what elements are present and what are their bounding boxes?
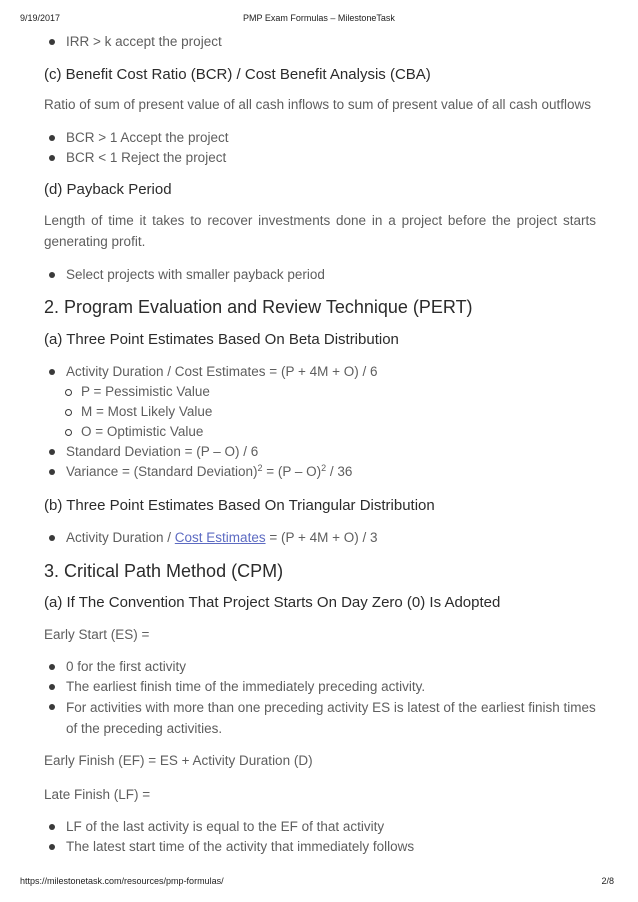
list-item: Standard Deviation = (P – O) / 6	[44, 442, 596, 462]
page-number: 2/8	[601, 876, 614, 886]
print-date: 9/19/2017	[20, 13, 61, 23]
payback-description: Length of time it takes to recover investments done in a project before the project starts generating profit.	[44, 213, 596, 249]
late-finish-list	[44, 817, 596, 857]
list-item: BCR > 1 Accept the project	[44, 128, 596, 148]
variance-text: / 36	[326, 464, 353, 479]
cpm-subheading: (a) If The Convention That Project Starts On Day Zero (0) Is Adopted	[44, 594, 501, 611]
list-item: Activity Duration / Cost Estimates = (P + 4M + O) / 6	[44, 362, 596, 382]
bcr-list	[44, 128, 596, 168]
payback-list	[44, 265, 596, 285]
beta-heading: (a) Three Point Estimates Based On Beta Distribution	[44, 331, 399, 348]
bcr-description: Ratio of sum of present value of all cash inflows to sum of present value of all cash outflows	[44, 97, 592, 112]
list-item: Select projects with smaller payback period	[44, 265, 596, 285]
superscript: 2	[257, 463, 263, 473]
variance-text: = (P – O)	[262, 464, 322, 479]
list-item	[44, 528, 596, 548]
list-subitem: O = Optimistic Value	[44, 422, 596, 442]
triangular-heading: (b) Three Point Estimates Based On Triangular Distribution	[44, 497, 435, 514]
variance-text: Variance = (Standard Deviation)	[66, 464, 258, 479]
early-start-list	[44, 657, 596, 739]
irr-list	[44, 32, 596, 52]
list-item: The latest start time of the activity that immediately follows	[44, 837, 596, 857]
early-start-label: Early Start (ES) =	[44, 627, 150, 642]
triangular-list	[44, 528, 596, 548]
bcr-heading: (c) Benefit Cost Ratio (BCR) / Cost Benefit Analysis (CBA)	[44, 66, 431, 83]
pert-heading: 2. Program Evaluation and Review Technique (PERT)	[44, 297, 473, 317]
payback-heading: (d) Payback Period	[44, 181, 172, 198]
print-url: https://milestonetask.com/resources/pmp-formulas/	[20, 876, 224, 886]
list-item: For activities with more than one preceding activity ES is latest of the earliest finish times of the preceding activities.	[44, 697, 596, 739]
cpm-heading: 3. Critical Path Method (CPM)	[44, 561, 284, 581]
list-item: IRR > k accept the project	[44, 32, 596, 52]
early-finish-text: Early Finish (EF) = ES + Activity Duration (D)	[44, 753, 313, 768]
list-item: 0 for the first activity	[44, 657, 596, 677]
late-finish-label: Late Finish (LF) =	[44, 787, 151, 802]
triangular-text: = (P + 4M + O) / 3	[265, 530, 378, 545]
list-item: BCR < 1 Reject the project	[44, 148, 596, 168]
list-subitem: P = Pessimistic Value	[44, 382, 596, 402]
list-item: LF of the last activity is equal to the EF of that activity	[44, 817, 596, 837]
superscript: 2	[321, 463, 327, 473]
beta-list	[44, 362, 596, 482]
list-item: The earliest finish time of the immediately preceding activity.	[44, 677, 596, 697]
print-title: PMP Exam Formulas – MilestoneTask	[243, 13, 395, 23]
triangular-text: Activity Duration /	[66, 530, 175, 545]
list-subitem: M = Most Likely Value	[44, 402, 596, 422]
list-item	[44, 462, 596, 482]
cost-estimates-link[interactable]: Cost Estimates	[174, 530, 266, 545]
